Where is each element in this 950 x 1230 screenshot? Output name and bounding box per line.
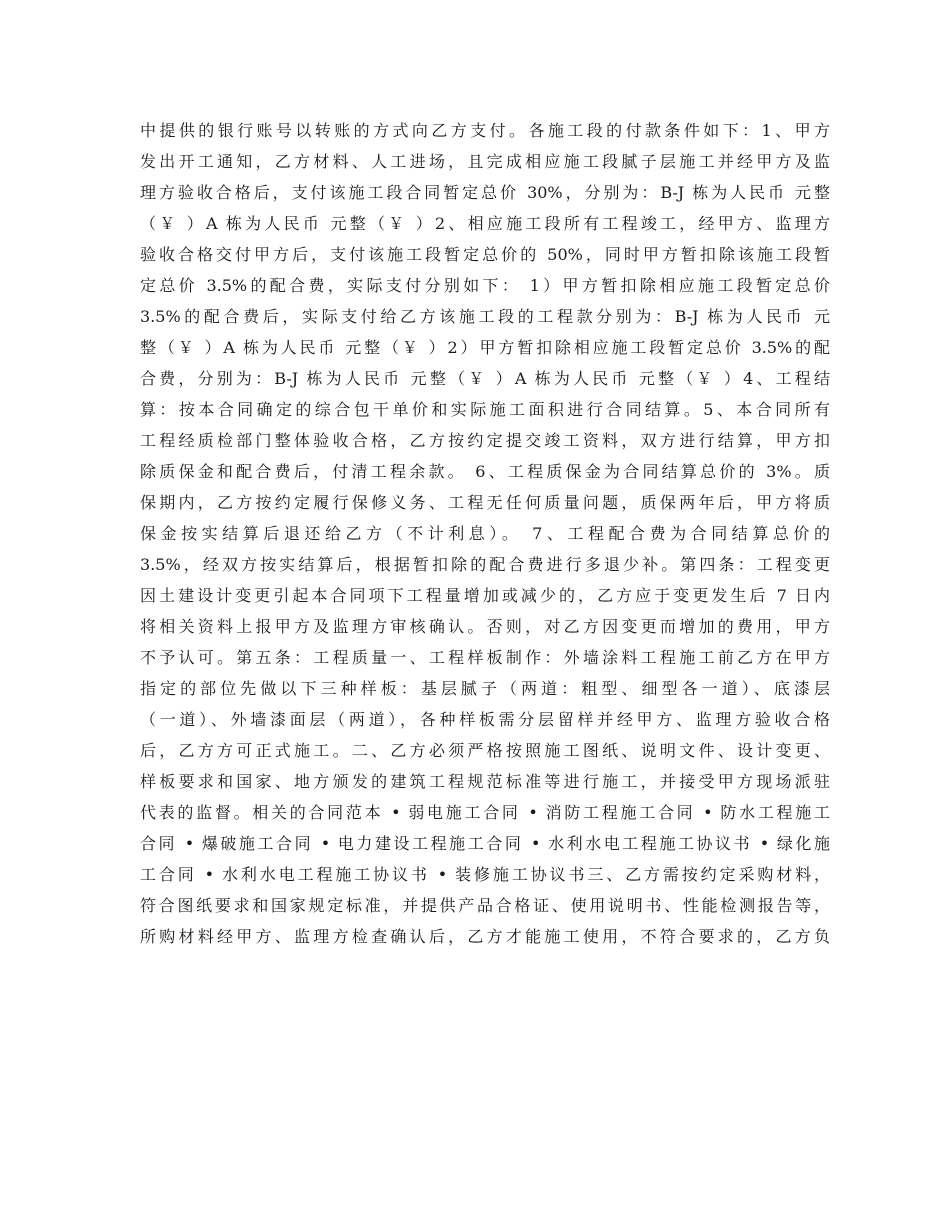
- text-line-20: （一道）、外墙漆面层（两道），各种样板需分层留样并经甲方、监理方验收合格: [140, 710, 830, 729]
- text-line-10: 算：按本合同确定的综合包干单价和实际施工面积进行合同结算。5、本合同所有: [140, 400, 830, 419]
- text-line-1: 中提供的银行账号以转账的方式向乙方支付。各施工段的付款条件如下：1、甲方: [140, 121, 830, 140]
- text-line-23: 代表的监督。相关的合同范本 • 弱电施工合同 • 消防工程施工合同 • 防水工程施工: [140, 803, 830, 822]
- text-line-12: 除质保金和配合费后，付清工程余款。 6、工程质保金为合同结算总价的 3%。质: [140, 462, 830, 481]
- text-line-8: 整（￥ ）A 栋为人民币 元整（￥ ）2）甲方暂扣除相应施工段暂定总价 3.5%的配: [140, 338, 830, 357]
- text-line-13: 保期内，乙方按约定履行保修义务、工程无任何质量问题，质保两年后，甲方将质: [140, 493, 830, 512]
- text-line-16: 因土建设计变更引起本合同项下工程量增加或减少的，乙方应于变更发生后 7 日内: [140, 586, 830, 605]
- contract-body-text: [140, 115, 830, 952]
- text-line-2: 发出开工通知，乙方材料、人工进场，且完成相应施工段腻子层施工并经甲方及监: [140, 152, 830, 171]
- text-line-24: 合同 • 爆破施工合同 • 电力建设工程施工合同 • 水利水电工程施工协议书 • 绿化施: [140, 834, 830, 853]
- text-line-6: 定总价 3.5%的配合费，实际支付分别如下： 1）甲方暂扣除相应施工段暂定总价: [140, 276, 830, 295]
- text-line-25: 工合同 • 水利水电工程施工协议书 • 装修施工协议书三、乙方需按约定采购材料，: [140, 865, 830, 884]
- text-line-9: 合费，分别为：B-J 栋为人民币 元整（￥ ）A 栋为人民币 元整（￥ ）4、工程结: [140, 369, 830, 388]
- text-line-17: 将相关资料上报甲方及监理方审核确认。否则，对乙方因变更而增加的费用，甲方: [140, 617, 830, 636]
- text-line-14: 保金按实结算后退还给乙方（不计利息）。 7、工程配合费为合同结算总价的: [140, 524, 830, 543]
- text-line-7: 3.5%的配合费后，实际支付给乙方该施工段的工程款分别为：B-J 栋为人民币 元: [140, 307, 830, 326]
- text-line-15: 3.5%，经双方按实结算后，根据暂扣除的配合费进行多退少补。第四条：工程变更: [140, 555, 830, 574]
- text-line-3: 理方验收合格后，支付该施工段合同暂定总价 30%，分别为：B-J 栋为人民币 元整: [140, 183, 830, 202]
- text-line-22: 样板要求和国家、地方颁发的建筑工程规范标准等进行施工，并接受甲方现场派驻: [140, 772, 830, 791]
- text-line-5: 验收合格交付甲方后，支付该施工段暂定总价的 50%，同时甲方暂扣除该施工段暂: [140, 245, 830, 264]
- text-line-26: 符合图纸要求和国家规定标准，并提供产品合格证、使用说明书、性能检测报告等，: [140, 896, 830, 915]
- text-line-11: 工程经质检部门整体验收合格，乙方按约定提交竣工资料，双方进行结算，甲方扣: [140, 431, 830, 450]
- text-line-18: 不予认可。第五条：工程质量一、工程样板制作：外墙涂料工程施工前乙方在甲方: [140, 648, 830, 667]
- text-line-4: （￥ ）A 栋为人民币 元整（￥ ）2、相应施工段所有工程竣工，经甲方、监理方: [140, 214, 830, 233]
- text-line-27: 所购材料经甲方、监理方检查确认后，乙方才能施工使用，不符合要求的，乙方负: [140, 927, 830, 946]
- text-line-19: 指定的部位先做以下三种样板：基层腻子（两道：粗型、细型各一道）、底漆层: [140, 679, 830, 698]
- text-line-21: 后，乙方方可正式施工。二、乙方必须严格按照施工图纸、说明文件、设计变更、: [140, 741, 830, 760]
